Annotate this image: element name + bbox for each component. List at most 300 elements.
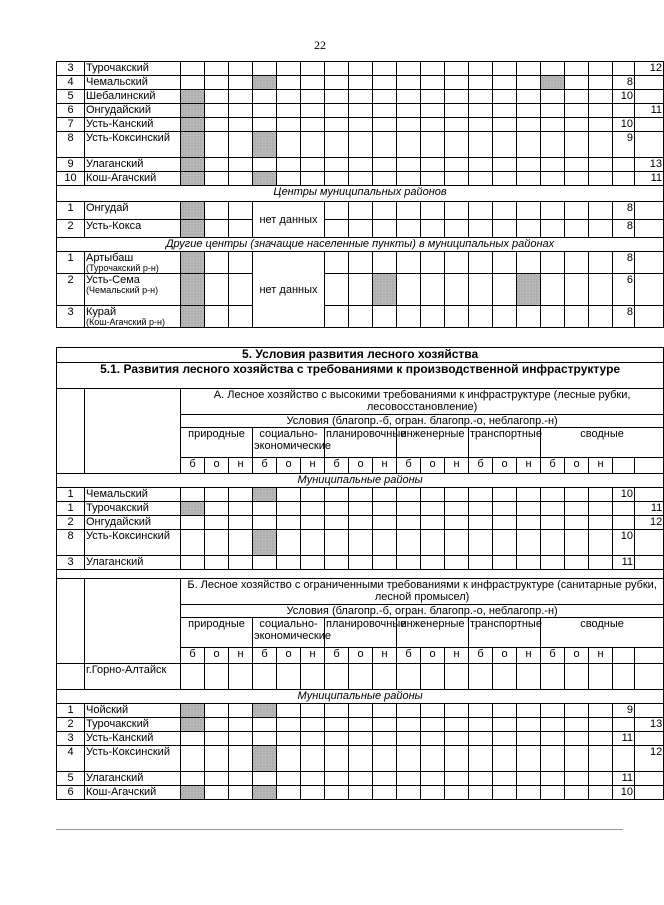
shaded-cell <box>181 274 205 306</box>
shaded-cell <box>253 530 277 556</box>
table-cell <box>325 530 349 556</box>
table-cell <box>493 488 517 502</box>
table-cell <box>589 76 613 90</box>
table-cell <box>253 104 277 118</box>
condition-letter: о <box>349 648 373 664</box>
table-cell <box>277 746 301 772</box>
table-cell <box>635 202 664 220</box>
table-cell <box>397 556 421 570</box>
table-cell <box>85 306 181 328</box>
rating-value: 9 <box>613 704 635 718</box>
block-a-title: А. Лесное хозяйство с высокими требованиями к инфраструктуре (лесные рубки, лесовосстановление) <box>181 389 664 415</box>
table-cell <box>613 62 635 76</box>
row-number: 1 <box>57 202 85 220</box>
table-row <box>57 274 664 306</box>
rating-value: 12 <box>635 516 664 530</box>
condition-letter: о <box>421 458 445 474</box>
table-cell <box>541 718 565 732</box>
table-cell <box>373 786 397 800</box>
condition-letter: б <box>253 458 277 474</box>
table-cell <box>349 488 373 502</box>
table-cell <box>469 172 493 186</box>
table-cell <box>517 132 541 158</box>
table-cell <box>277 502 301 516</box>
table-cell <box>229 90 253 104</box>
table-row <box>57 306 664 328</box>
table-cell <box>421 786 445 800</box>
table-cell <box>85 252 181 274</box>
table-cell <box>421 220 445 238</box>
table-cell <box>205 202 229 220</box>
table-cell <box>373 530 397 556</box>
shaded-cell <box>181 202 205 220</box>
table-cell <box>589 252 613 274</box>
table-cell <box>349 252 373 274</box>
table-cell <box>421 76 445 90</box>
rating-value: 11 <box>635 172 664 186</box>
table-cell <box>493 252 517 274</box>
condition-letter: о <box>421 648 445 664</box>
table-cell <box>541 62 565 76</box>
table-cell <box>253 556 277 570</box>
table-cell <box>469 90 493 104</box>
rating-value: 6 <box>613 274 635 306</box>
condition-letter: о <box>349 458 373 474</box>
shaded-cell <box>181 90 205 104</box>
table-cell <box>469 132 493 158</box>
table-row <box>57 664 664 690</box>
table-cell <box>349 172 373 186</box>
table-cell <box>373 704 397 718</box>
table-cell <box>349 274 373 306</box>
table-row <box>57 556 664 570</box>
shaded-cell <box>181 704 205 718</box>
section-heading: Муниципальные районы <box>57 474 664 488</box>
table-cell <box>469 62 493 76</box>
table-cell <box>349 704 373 718</box>
table-cell <box>205 158 229 172</box>
table-cell <box>301 172 325 186</box>
table-cell <box>493 502 517 516</box>
row-name: Турочакский <box>85 718 181 732</box>
table-cell <box>445 746 469 772</box>
table-cell <box>589 158 613 172</box>
table-cell <box>613 458 635 474</box>
table-cell <box>635 530 664 556</box>
condition-letter: н <box>301 458 325 474</box>
table-cell <box>205 76 229 90</box>
table-cell <box>493 202 517 220</box>
table-cell <box>277 90 301 104</box>
group-header: инженерные <box>397 428 469 458</box>
table-cell <box>349 220 373 238</box>
table-cell <box>277 62 301 76</box>
table-cell <box>445 786 469 800</box>
table-cell <box>493 172 517 186</box>
table-cell <box>229 62 253 76</box>
table-cell <box>325 76 349 90</box>
table-cell <box>517 664 541 690</box>
table-cell <box>301 132 325 158</box>
table-cell <box>493 732 517 746</box>
table-cell <box>397 252 421 274</box>
table-cell <box>517 202 541 220</box>
shaded-cell <box>373 274 397 306</box>
shaded-cell <box>181 158 205 172</box>
table-cell <box>635 458 664 474</box>
table-cell <box>493 786 517 800</box>
table-cell <box>635 252 664 274</box>
table-cell <box>229 274 253 306</box>
condition-letter: б <box>469 458 493 474</box>
table-row <box>57 772 664 786</box>
table-cell <box>589 104 613 118</box>
table-cell <box>349 718 373 732</box>
table-cell <box>229 202 253 220</box>
table-cell <box>397 772 421 786</box>
section-heading: Другие центры (значащие населенные пункты) в муниципальных районах <box>57 238 664 252</box>
table-cell <box>565 664 589 690</box>
row-number: 9 <box>57 158 85 172</box>
table-cell <box>589 530 613 556</box>
table-cell <box>325 516 349 530</box>
table-cell <box>421 772 445 786</box>
row-number: 6 <box>57 786 85 800</box>
condition-letter: о <box>277 458 301 474</box>
table-cell <box>517 62 541 76</box>
table-cell <box>613 648 635 664</box>
table-cell <box>421 90 445 104</box>
table-cell <box>253 718 277 732</box>
condition-letter: н <box>373 458 397 474</box>
table-cell <box>277 104 301 118</box>
row-name: г.Горно-Алтайск <box>85 664 181 690</box>
table-cell <box>565 252 589 274</box>
table-cell <box>493 772 517 786</box>
table-cell <box>493 118 517 132</box>
table-cell <box>541 664 565 690</box>
table-cell <box>541 158 565 172</box>
table-cell <box>373 516 397 530</box>
section-heading: Муниципальные районы <box>57 690 664 704</box>
table-cell <box>277 158 301 172</box>
group-header: сводные <box>541 618 664 648</box>
row-number: 1 <box>57 252 85 274</box>
table-cell <box>445 202 469 220</box>
table-cell <box>349 502 373 516</box>
table-cell <box>445 516 469 530</box>
no-data-label: нет данных <box>253 252 325 328</box>
table-cell <box>565 104 589 118</box>
table-cell <box>517 158 541 172</box>
table-cell <box>325 746 349 772</box>
table-cell <box>421 718 445 732</box>
table-cell <box>589 732 613 746</box>
table-cell <box>229 502 253 516</box>
table-cell <box>421 502 445 516</box>
condition-letter: б <box>541 648 565 664</box>
group-header: планировочные <box>325 428 397 458</box>
table-cell <box>541 786 565 800</box>
table-cell <box>229 732 253 746</box>
table-cell <box>493 718 517 732</box>
shaded-cell <box>181 306 205 328</box>
row-number: 5 <box>57 772 85 786</box>
table-cell <box>613 664 635 690</box>
table-cell <box>613 718 635 732</box>
table-cell <box>253 118 277 132</box>
table-cell <box>613 746 635 772</box>
table-cell <box>205 732 229 746</box>
table-cell <box>301 104 325 118</box>
row-number: 2 <box>57 718 85 732</box>
table-cell <box>349 132 373 158</box>
table-cell <box>277 76 301 90</box>
table-cell <box>397 118 421 132</box>
table-cell <box>565 704 589 718</box>
table-cell <box>373 732 397 746</box>
table-row <box>57 704 664 718</box>
table-cell <box>253 772 277 786</box>
row-number: 2 <box>57 516 85 530</box>
table-cell <box>635 118 664 132</box>
row-name: Онгудайский <box>85 104 181 118</box>
table-cell <box>373 202 397 220</box>
shaded-cell <box>181 718 205 732</box>
table-cell <box>253 502 277 516</box>
table-cell <box>589 488 613 502</box>
table-cell <box>277 118 301 132</box>
table-cell <box>397 306 421 328</box>
row-number: 3 <box>57 732 85 746</box>
table-row <box>57 530 664 556</box>
table-cell <box>589 704 613 718</box>
table-cell <box>469 772 493 786</box>
table-cell <box>635 772 664 786</box>
table-cell <box>301 556 325 570</box>
shaded-cell <box>181 220 205 238</box>
table-cell <box>421 664 445 690</box>
table-cell <box>253 158 277 172</box>
table-cell <box>325 718 349 732</box>
row-number: 8 <box>57 132 85 158</box>
rating-value: 13 <box>635 718 664 732</box>
table-cell <box>517 718 541 732</box>
table-cell <box>325 202 349 220</box>
table-cell <box>373 62 397 76</box>
table-cell <box>301 502 325 516</box>
table-cell <box>229 172 253 186</box>
table-cell <box>373 132 397 158</box>
condition-letter: н <box>229 458 253 474</box>
table-cell <box>397 530 421 556</box>
table-cell <box>565 62 589 76</box>
rating-value: 11 <box>635 104 664 118</box>
table-cell <box>229 704 253 718</box>
rating-value: 10 <box>613 786 635 800</box>
table-cell <box>205 172 229 186</box>
table-cell <box>229 220 253 238</box>
section-heading: Центры муниципальных районов <box>57 186 664 202</box>
table-cell <box>301 90 325 104</box>
table-cell <box>635 648 664 664</box>
rating-value: 12 <box>635 746 664 772</box>
table-cell <box>517 502 541 516</box>
table-cell <box>541 118 565 132</box>
table-cell <box>421 104 445 118</box>
table-cell <box>635 704 664 718</box>
table-cell <box>445 718 469 732</box>
condition-letter: б <box>253 648 277 664</box>
table-cell <box>517 732 541 746</box>
table-cell <box>541 306 565 328</box>
row-name: Турочакский <box>85 62 181 76</box>
table-cell <box>325 158 349 172</box>
table-cell <box>301 786 325 800</box>
table-cell <box>517 704 541 718</box>
table-cell <box>277 530 301 556</box>
table-cell <box>349 104 373 118</box>
table-cell <box>85 274 181 306</box>
table-cell <box>205 704 229 718</box>
rating-value: 9 <box>613 132 635 158</box>
table-cell <box>229 306 253 328</box>
table-cell <box>373 158 397 172</box>
row-number: 1 <box>57 488 85 502</box>
row-name: Кош-Агачский <box>85 786 181 800</box>
table-cell <box>613 158 635 172</box>
condition-letter: о <box>565 458 589 474</box>
table-cell <box>421 704 445 718</box>
table-cell <box>565 516 589 530</box>
table-row <box>57 252 664 274</box>
table-cell <box>277 786 301 800</box>
table-cell <box>421 252 445 274</box>
table-cell <box>421 62 445 76</box>
table-cell <box>349 732 373 746</box>
table-cell <box>397 718 421 732</box>
condition-letter: б <box>325 458 349 474</box>
table-cell <box>253 732 277 746</box>
row-name: Кош-Агачский <box>85 172 181 186</box>
table-cell <box>397 704 421 718</box>
table-cell <box>301 62 325 76</box>
table-cell <box>469 732 493 746</box>
table-cell <box>181 664 205 690</box>
table-cell <box>205 556 229 570</box>
footer-rule <box>56 829 623 830</box>
table-cell <box>421 530 445 556</box>
table-cell <box>373 556 397 570</box>
table-cell <box>205 664 229 690</box>
table-cell <box>421 556 445 570</box>
condition-letter: б <box>469 648 493 664</box>
table-cell <box>613 516 635 530</box>
table-cell <box>229 530 253 556</box>
shaded-cell <box>253 488 277 502</box>
table-cell <box>397 202 421 220</box>
table-cell <box>445 104 469 118</box>
row-number: 10 <box>57 172 85 186</box>
table-cell <box>589 274 613 306</box>
table-cell <box>421 306 445 328</box>
table-cell <box>613 104 635 118</box>
table-cell <box>181 488 205 502</box>
table-cell <box>181 516 205 530</box>
table-cell <box>373 772 397 786</box>
table-cell <box>85 579 181 664</box>
shaded-cell <box>181 104 205 118</box>
group-header: социально-экономические <box>253 428 325 458</box>
table-cell <box>635 220 664 238</box>
table-row <box>57 76 664 90</box>
table-cell <box>181 772 205 786</box>
row-name: Артыбаш <box>86 252 134 264</box>
rating-value: 13 <box>635 158 664 172</box>
table-cell <box>517 306 541 328</box>
table-cell <box>445 664 469 690</box>
table-cell <box>493 556 517 570</box>
table-cell <box>565 90 589 104</box>
table-cell <box>445 118 469 132</box>
table-cell <box>349 306 373 328</box>
table-cell <box>541 556 565 570</box>
table-cell <box>205 718 229 732</box>
row-name: Курай <box>86 306 117 318</box>
table-cell <box>469 202 493 220</box>
table-cell <box>589 786 613 800</box>
table-cell <box>397 488 421 502</box>
rating-value: 8 <box>613 202 635 220</box>
table-cell <box>589 306 613 328</box>
table-cell <box>565 556 589 570</box>
table-cell <box>373 488 397 502</box>
table-cell <box>229 786 253 800</box>
table-cell <box>325 704 349 718</box>
table-cell <box>565 772 589 786</box>
table-cell <box>517 786 541 800</box>
table-cell <box>229 718 253 732</box>
table-cell <box>373 502 397 516</box>
table-row <box>57 488 664 502</box>
condition-letter: н <box>589 648 613 664</box>
shaded-cell <box>253 172 277 186</box>
row-name: Чемальский <box>85 76 181 90</box>
condition-letter: н <box>301 648 325 664</box>
table-cell <box>181 732 205 746</box>
table-cell <box>277 732 301 746</box>
table-cell <box>397 516 421 530</box>
table-cell <box>229 104 253 118</box>
table-cell <box>325 62 349 76</box>
table-cell <box>493 76 517 90</box>
table-cell <box>397 732 421 746</box>
table-cell <box>493 746 517 772</box>
table-cell <box>613 172 635 186</box>
condition-letter: н <box>589 458 613 474</box>
table-cell <box>373 76 397 90</box>
table-cell <box>325 172 349 186</box>
table-cell <box>421 488 445 502</box>
table-row <box>57 104 664 118</box>
table-cell <box>517 252 541 274</box>
table-cell <box>635 274 664 306</box>
table-cell <box>325 104 349 118</box>
table-cell <box>565 746 589 772</box>
table-cell <box>517 104 541 118</box>
table-cell <box>635 132 664 158</box>
table-cell <box>421 746 445 772</box>
